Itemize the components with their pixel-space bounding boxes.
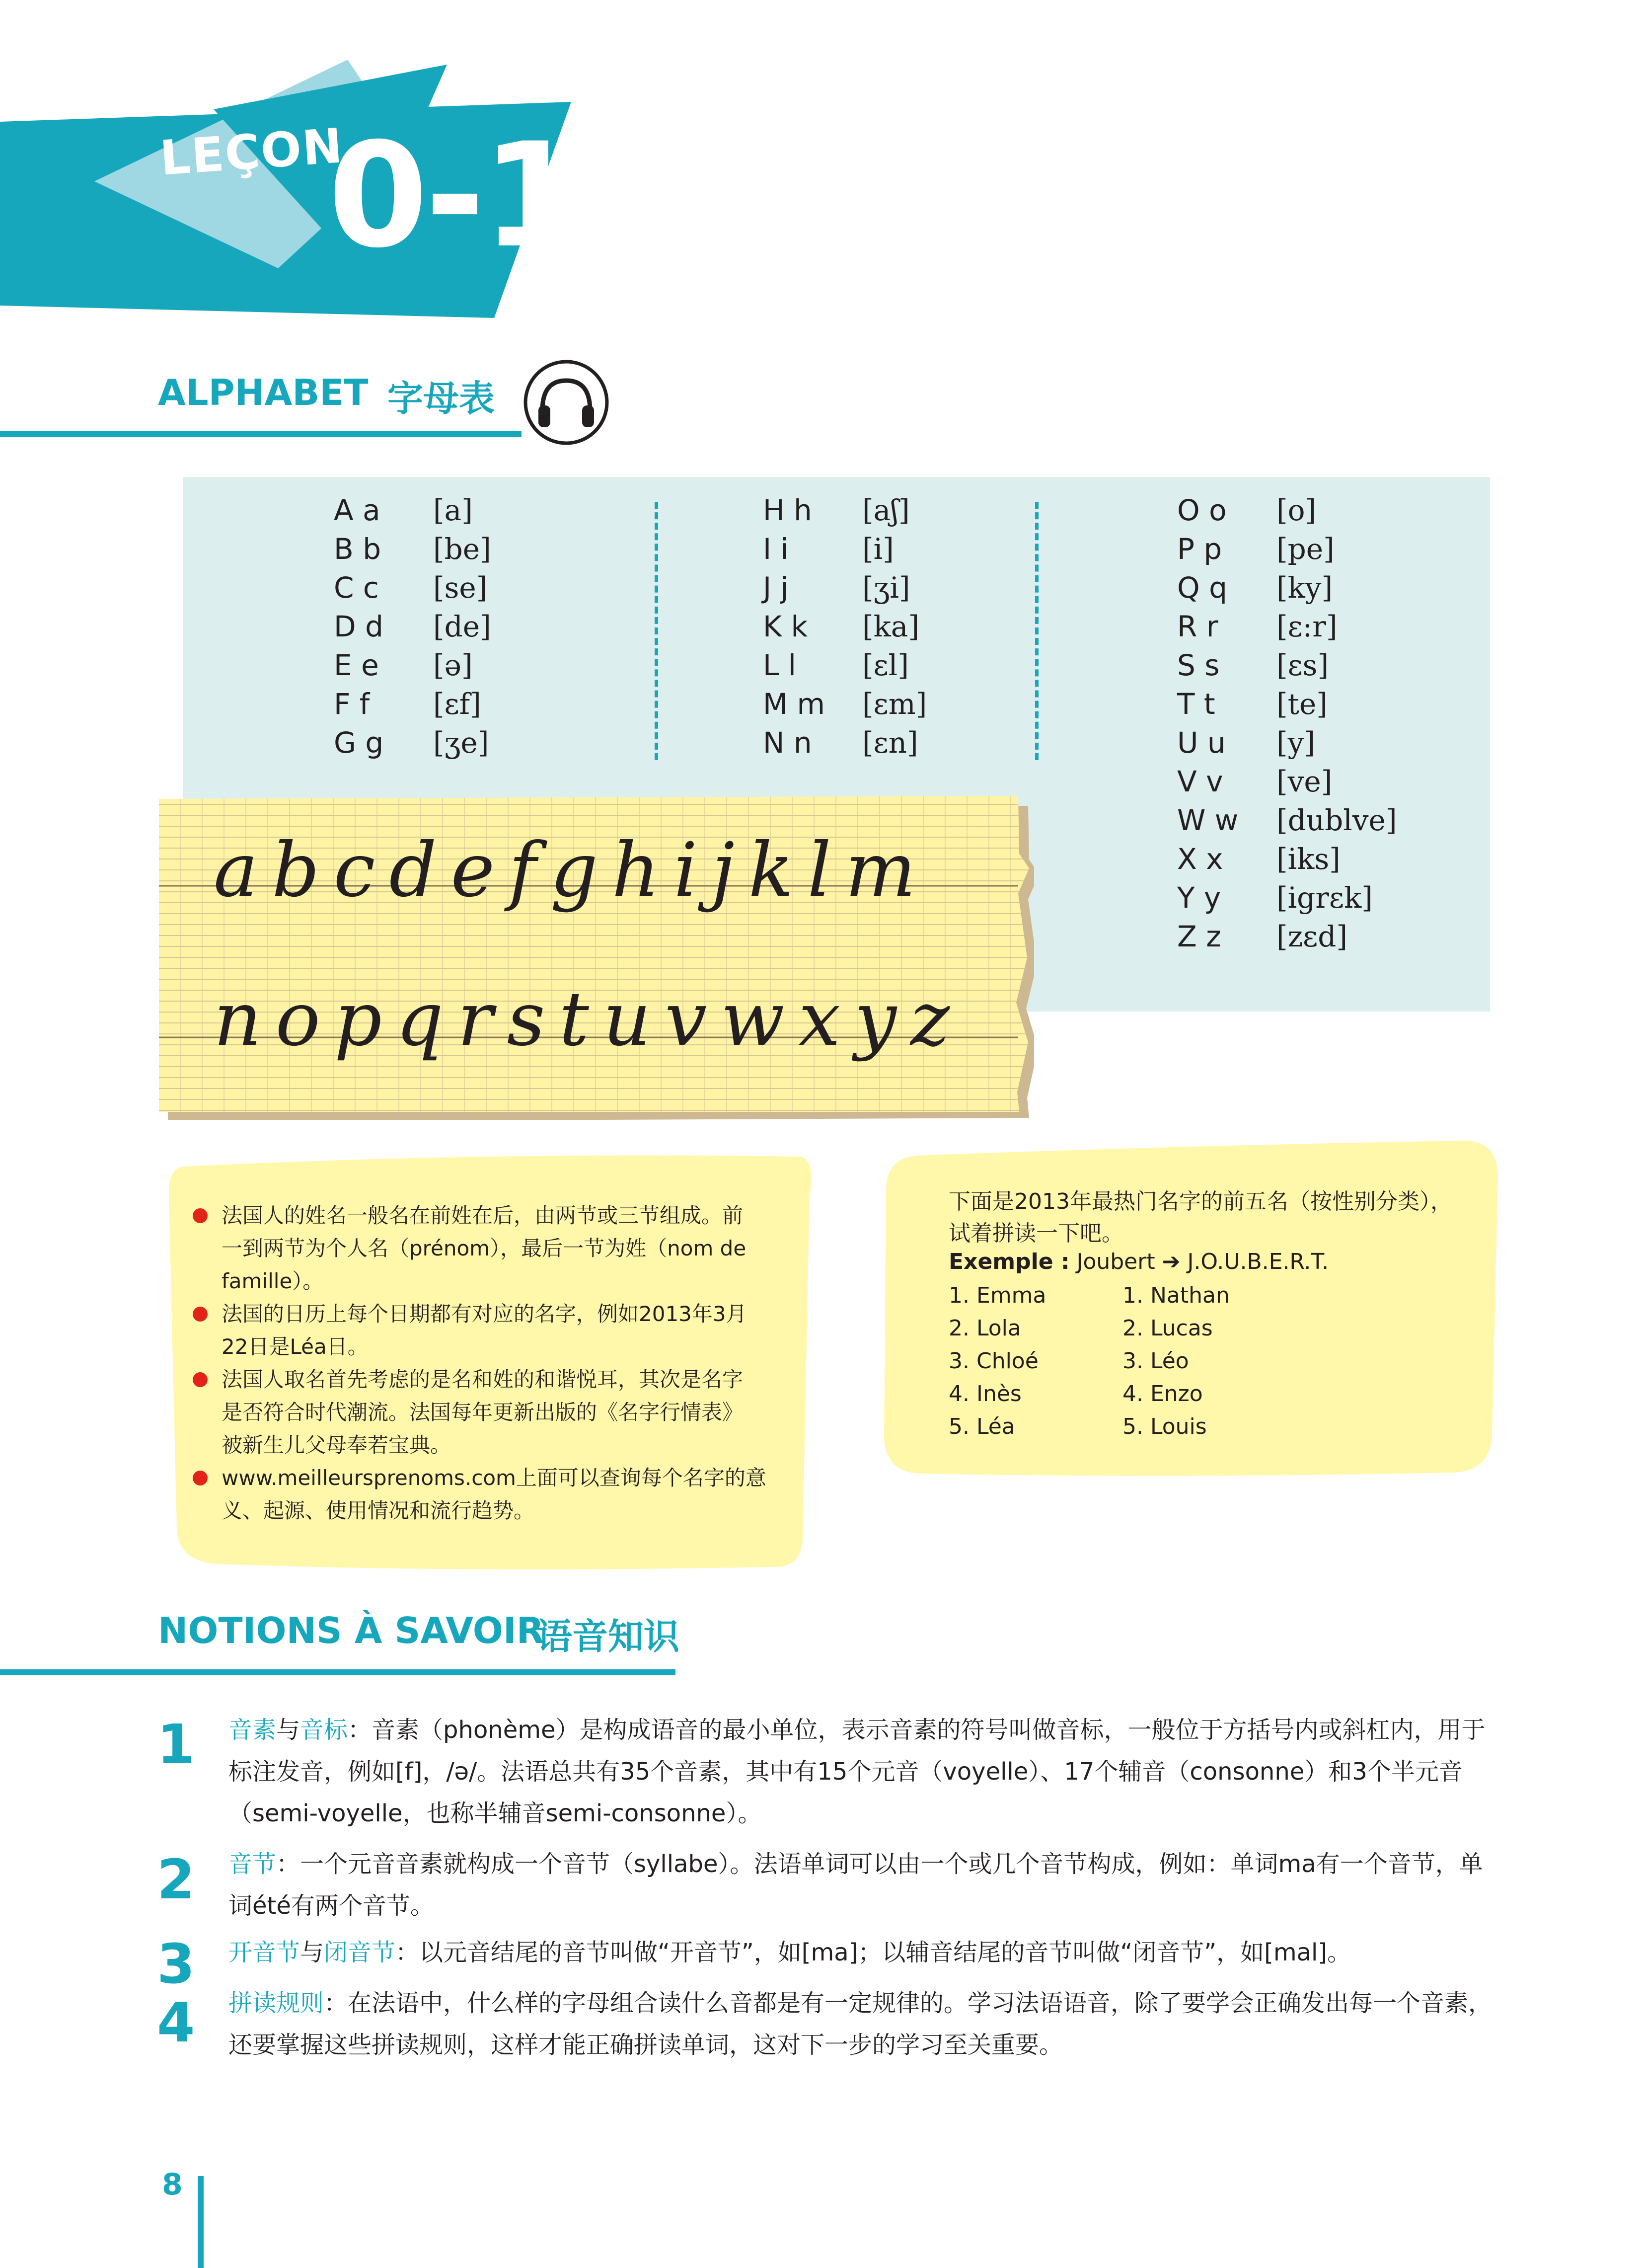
ipa: [ɛs]: [1276, 648, 1329, 682]
letter: A a: [334, 493, 380, 527]
headphones-icon[interactable]: [523, 359, 610, 446]
alphabet-row: [1177, 801, 1397, 840]
arrow-icon: ➔: [1162, 1249, 1181, 1274]
ipa: [ɛl]: [862, 648, 909, 682]
alphabet-row: [763, 685, 927, 723]
ipa: [a]: [433, 493, 473, 527]
letter: Z z: [1177, 920, 1221, 953]
ipa: [o]: [1276, 493, 1317, 527]
letter: N n: [763, 726, 812, 760]
lecon-label: LEÇON: [158, 118, 345, 186]
note-left-item-4: [222, 1462, 766, 1527]
alphabet-row: [1177, 530, 1397, 568]
notion-term: 闭音节: [324, 1939, 396, 1966]
alphabet-column-3: [1177, 491, 1397, 956]
notion-number: 2: [157, 1848, 195, 1911]
notion-item-1: [228, 1709, 1500, 1834]
letter: Q q: [1177, 571, 1227, 605]
notion-number: 1: [157, 1713, 195, 1776]
alphabet-row: [334, 646, 491, 685]
cursive-line-2: nopqrstuvwxyz: [214, 976, 964, 1063]
note-left-item-2: [222, 1298, 747, 1363]
notion-text: ：一个元音音素就构成一个音节（syllabe）。法语单词可以由一个或几个音节构成，例如：单词ma有一个音节，单词été有两个音节。: [228, 1850, 1483, 1920]
letter: Y y: [1177, 881, 1221, 915]
alphabet-row: [1177, 568, 1397, 607]
alphabet-row: [1177, 685, 1397, 723]
note-line: 法国人的姓名一般名在前姓在后，由两节或三节组成。前: [222, 1203, 744, 1228]
column-divider: [655, 502, 658, 760]
note-line: 法国的日历上每个日期都有对应的名字，例如2013年3月: [222, 1302, 747, 1326]
red-bullet-icon: [193, 1208, 208, 1223]
notions-title-zh: 语音知识: [536, 1616, 680, 1657]
note-line: 被新生儿父母奉若宝典。: [222, 1433, 451, 1457]
red-bullet-icon: [193, 1372, 208, 1387]
letter: X x: [1177, 842, 1223, 876]
note-line: 法国人取名首先考虑的是名和姓的和谐悦耳，其次是名字: [222, 1367, 744, 1392]
alphabet-row: [763, 646, 927, 685]
letter: L l: [763, 648, 796, 682]
ipa: [aʃ]: [862, 493, 910, 527]
column-divider: [1035, 502, 1039, 760]
note-left-item-3: [222, 1363, 743, 1462]
ipa: [se]: [433, 571, 488, 605]
cursive-alphabet-paper: [159, 794, 1034, 1120]
girl-name: 5. Léa: [949, 1414, 1015, 1439]
page-number: 8: [162, 2167, 183, 2202]
ipa: [iks]: [1276, 842, 1341, 876]
ipa: [ɛ:r]: [1276, 610, 1338, 643]
alphabet-row: [1177, 840, 1397, 878]
girl-name: 4. Inès: [949, 1381, 1022, 1407]
alphabet-row: [1177, 491, 1397, 530]
ipa: [dublve]: [1276, 803, 1397, 837]
letter: F f: [334, 687, 370, 721]
notion-text: ：以元音结尾的音节叫做“开音节”，如[ma]；以辅音结尾的音节叫做“闭音节”，如[mal]。: [395, 1939, 1351, 1966]
notion-text: ：在法语中，什么样的字母组合读什么音都是有一定规律的。学习法语语音，除了要学会正确发出每一个音素，还要掌握这些拼读规则，这样才能正确拼读单词，这对下一步的学习至关重要。: [228, 1989, 1493, 2059]
letter: P p: [1177, 532, 1222, 566]
ipa: [y]: [1276, 726, 1316, 760]
alphabet-row: [1177, 723, 1397, 762]
notion-number: 3: [157, 1932, 195, 1996]
letter: D d: [334, 610, 383, 643]
boy-name: 5. Louis: [1122, 1414, 1207, 1439]
letter: O o: [1177, 493, 1227, 527]
alphabet-title-zh: 字母表: [387, 378, 495, 419]
letter: K k: [763, 610, 808, 643]
ipa: [ɛn]: [862, 726, 918, 760]
note-left-item-1: [222, 1199, 746, 1298]
alphabet-row: [1177, 646, 1397, 685]
letter: G g: [334, 726, 384, 760]
ipa: [ʒi]: [862, 571, 910, 605]
example-label: Exemple :: [949, 1249, 1070, 1274]
ipa: [de]: [433, 610, 491, 643]
alphabet-row: [334, 530, 491, 568]
letter: I i: [763, 532, 789, 566]
example-spelled: J.O.U.B.E.R.T.: [1187, 1249, 1329, 1274]
alphabet-row: [1177, 762, 1397, 801]
notion-item-3: [228, 1932, 1500, 1973]
notion-term: 音标: [300, 1716, 348, 1744]
notion-term: 开音节: [228, 1939, 300, 1966]
names-intro-line-2: 试着拼读一下吧。: [949, 1221, 1123, 1246]
example-name: Joubert: [1076, 1249, 1155, 1274]
notions-underline: [0, 1669, 675, 1675]
alphabet-row: [334, 685, 491, 723]
letter: S s: [1177, 648, 1220, 682]
note-line: 一到两节为个人名（prénom），最后一节为姓（nom de: [222, 1236, 747, 1260]
ipa: [pe]: [1276, 532, 1335, 566]
notion-term: 音素: [228, 1716, 277, 1744]
letter: E e: [334, 648, 379, 682]
letter: W w: [1177, 803, 1239, 837]
ipa: [igrɛk]: [1276, 881, 1373, 915]
note-line: famille）。: [222, 1269, 324, 1293]
ipa: [be]: [433, 532, 491, 566]
alphabet-row: [763, 607, 927, 646]
letter: U u: [1177, 726, 1226, 760]
ipa: [ɛf]: [433, 687, 481, 721]
red-bullet-icon: [193, 1307, 208, 1322]
names-intro-line-1: 下面是2013年最热门名字的前五名（按性别分类），: [949, 1189, 1452, 1214]
alphabet-title-fr: ALPHABET: [158, 372, 369, 413]
alphabet-row: [763, 491, 927, 530]
ipa: [ky]: [1276, 571, 1333, 605]
letter: H h: [763, 493, 812, 527]
letter: C c: [334, 571, 379, 605]
alphabet-underline: [0, 431, 522, 437]
alphabet-column-2: [763, 491, 927, 762]
alphabet-row: [334, 568, 491, 607]
alphabet-row: [334, 723, 491, 762]
ipa: [ve]: [1276, 765, 1333, 798]
boy-name: 4. Enzo: [1122, 1381, 1203, 1407]
letter: T t: [1177, 687, 1215, 721]
ipa: [ə]: [433, 648, 473, 682]
notions-title-fr: NOTIONS À SAVOIR: [158, 1610, 544, 1651]
girl-name: 1. Emma: [949, 1283, 1046, 1308]
letter: M m: [763, 687, 825, 721]
ipa: [ka]: [862, 610, 919, 643]
girl-name: 2. Lola: [949, 1316, 1021, 1341]
alphabet-row: [763, 723, 927, 762]
example-line: [949, 1249, 1329, 1274]
notion-term: 音节: [228, 1850, 277, 1878]
alphabet-row: [763, 530, 927, 568]
letter: B b: [334, 532, 381, 566]
ipa: [zɛd]: [1276, 920, 1347, 953]
notion-join: 与: [276, 1716, 300, 1744]
ipa: [ʒe]: [433, 726, 489, 760]
note-line: www.meilleursprenoms.com上面可以查询每个名字的意: [222, 1466, 766, 1490]
alphabet-column-1: [334, 491, 491, 762]
letter: R r: [1177, 610, 1218, 643]
alphabet-row: [763, 568, 927, 607]
alphabet-row: [334, 607, 491, 646]
cursive-line-1: abcdefghijklm: [214, 827, 930, 914]
notion-item-4: [228, 1982, 1500, 2066]
note-line: 是否符合时代潮流。法国每年更新出版的《名字行情表》: [222, 1400, 744, 1424]
red-bullet-icon: [193, 1471, 208, 1486]
girl-name: 3. Chloé: [949, 1348, 1039, 1374]
alphabet-row: [1177, 607, 1397, 646]
note-line: 义、起源、使用情况和流行趋势。: [222, 1498, 535, 1523]
note-line: 22日是Léa日。: [222, 1334, 369, 1359]
boy-name: 1. Nathan: [1122, 1283, 1230, 1308]
boy-name: 3. Léo: [1122, 1348, 1189, 1374]
alphabet-row: [334, 491, 491, 530]
letter: V v: [1177, 765, 1223, 798]
ipa: [te]: [1276, 687, 1328, 721]
page-number-bar: [198, 2176, 204, 2268]
ipa: [ɛm]: [862, 687, 927, 721]
notion-join: 与: [300, 1939, 324, 1966]
alphabet-row: [1177, 917, 1397, 956]
notion-number: 4: [157, 1991, 195, 2054]
lecon-number: 0-1: [328, 112, 579, 280]
notion-text: ：音素（phonème）是构成语音的最小单位，表示音素的符号叫做音标，一般位于方括号内或斜杠内，用于标注发音，例如[f]，/ə/。法语总共有35个音素，其中有15个元音（voyelle）、17个辅音（consonne）和3个半元音（semi-voyelle，也称半辅音semi-consonne）。: [228, 1716, 1486, 1827]
letter: J j: [763, 571, 789, 605]
notion-term: 拼读规则: [228, 1989, 324, 2017]
boy-name: 2. Lucas: [1122, 1316, 1213, 1341]
ipa: [i]: [862, 532, 894, 566]
alphabet-row: [1177, 878, 1397, 917]
notion-item-2: [228, 1843, 1500, 1927]
